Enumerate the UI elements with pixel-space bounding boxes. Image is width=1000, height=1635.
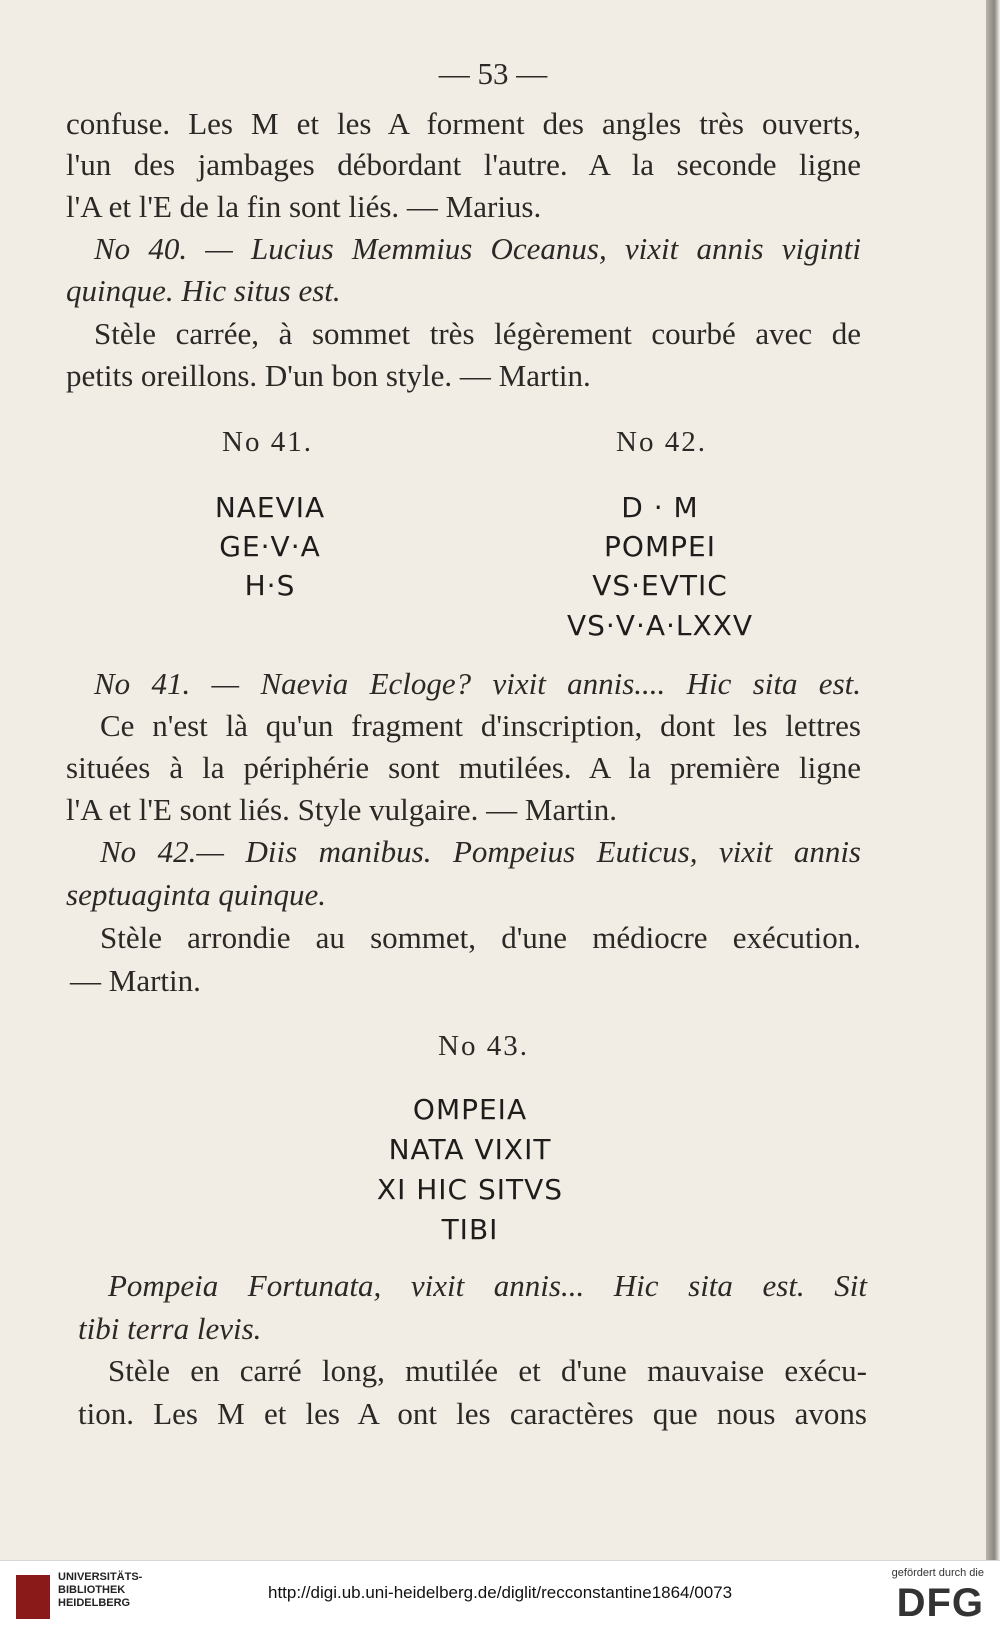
inscription-41-line: H·S [244, 569, 296, 602]
page-number: — 53 — [438, 56, 548, 91]
inscription-42-line: VS·V·A·LXXV [566, 609, 754, 642]
library-name-line: HEIDELBERG [58, 1597, 131, 1609]
text-line: septuaginta quinque. [66, 877, 327, 912]
permalink-url[interactable]: http://digi.ub.uni-heidelberg.de/diglit/recconstantine1864/0073 [268, 1583, 733, 1602]
inscription-41-line: GE·V·A [219, 530, 321, 563]
text-line: confuse. Les M et les A forment des angles très ouverts, [66, 106, 861, 141]
inscription-label-43: No 43. [438, 1030, 529, 1062]
university-library-logo-icon [16, 1575, 50, 1619]
footer-bar [0, 1560, 1000, 1635]
text-line: tibi terra levis. [78, 1311, 262, 1346]
funded-by-label: gefördert durch die [891, 1567, 984, 1579]
inscription-42-line: VS·EVTIC [592, 569, 728, 602]
text-line: Stèle en carré long, mutilée et d'une mauvaise exécu- [108, 1353, 867, 1388]
page-gutter-shadow [986, 0, 1000, 1560]
text-line: petits oreillons. D'un bon style. — Martin. [66, 358, 591, 393]
text-line: situées à la périphérie sont mutilées. A la première ligne [66, 750, 861, 785]
library-name [58, 1571, 142, 1610]
library-name-line: UNIVERSITÄTS- [58, 1571, 143, 1583]
text-line: No 40. — Lucius Memmius Oceanus, vixit annis viginti [94, 231, 861, 266]
inscription-43-line: TIBI [441, 1213, 499, 1246]
text-line: l'un des jambages débordant l'autre. A la seconde ligne [66, 147, 861, 182]
text-line: quinque. Hic situs est. [66, 273, 341, 308]
inscription-43-line: OMPEIA [412, 1093, 528, 1126]
library-name-line: BIBLIOTHEK [58, 1584, 126, 1596]
inscription-label-42: No 42. [616, 426, 707, 458]
text-line: Stèle carrée, à sommet très légèrement courbé avec de [94, 316, 861, 351]
text-line: No 42.— Diis manibus. Pompeius Euticus, vixit annis [100, 834, 861, 869]
text-line: l'A et l'E de la fin sont liés. — Marius. [66, 189, 542, 224]
text-line: l'A et l'E sont liés. Style vulgaire. — Martin. [66, 792, 618, 827]
text-line: Ce n'est là qu'un fragment d'inscription, dont les lettres [100, 708, 861, 743]
text-line: — Martin. [70, 963, 201, 998]
inscription-42-line: POMPEI [604, 530, 716, 563]
inscription-43-line: NATA VIXIT [388, 1133, 552, 1166]
inscription-label-41: No 41. [222, 426, 313, 458]
text-line: No 41. — Naevia Ecloge? vixit annis.... Hic sita est. [94, 666, 861, 701]
text-line: Pompeia Fortunata, vixit annis... Hic sita est. Sit [108, 1268, 867, 1303]
inscription-41-line: NAEVIA [214, 491, 326, 524]
dfg-logo: DFG [896, 1581, 984, 1625]
text-line: Stèle arrondie au sommet, d'une médiocre exécution. [100, 920, 861, 955]
text-line: tion. Les M et les A ont les caractères que nous avons [78, 1396, 867, 1431]
inscription-43-line: XI HIC SITVS [376, 1173, 564, 1206]
inscription-42-line: D · M [621, 491, 699, 524]
